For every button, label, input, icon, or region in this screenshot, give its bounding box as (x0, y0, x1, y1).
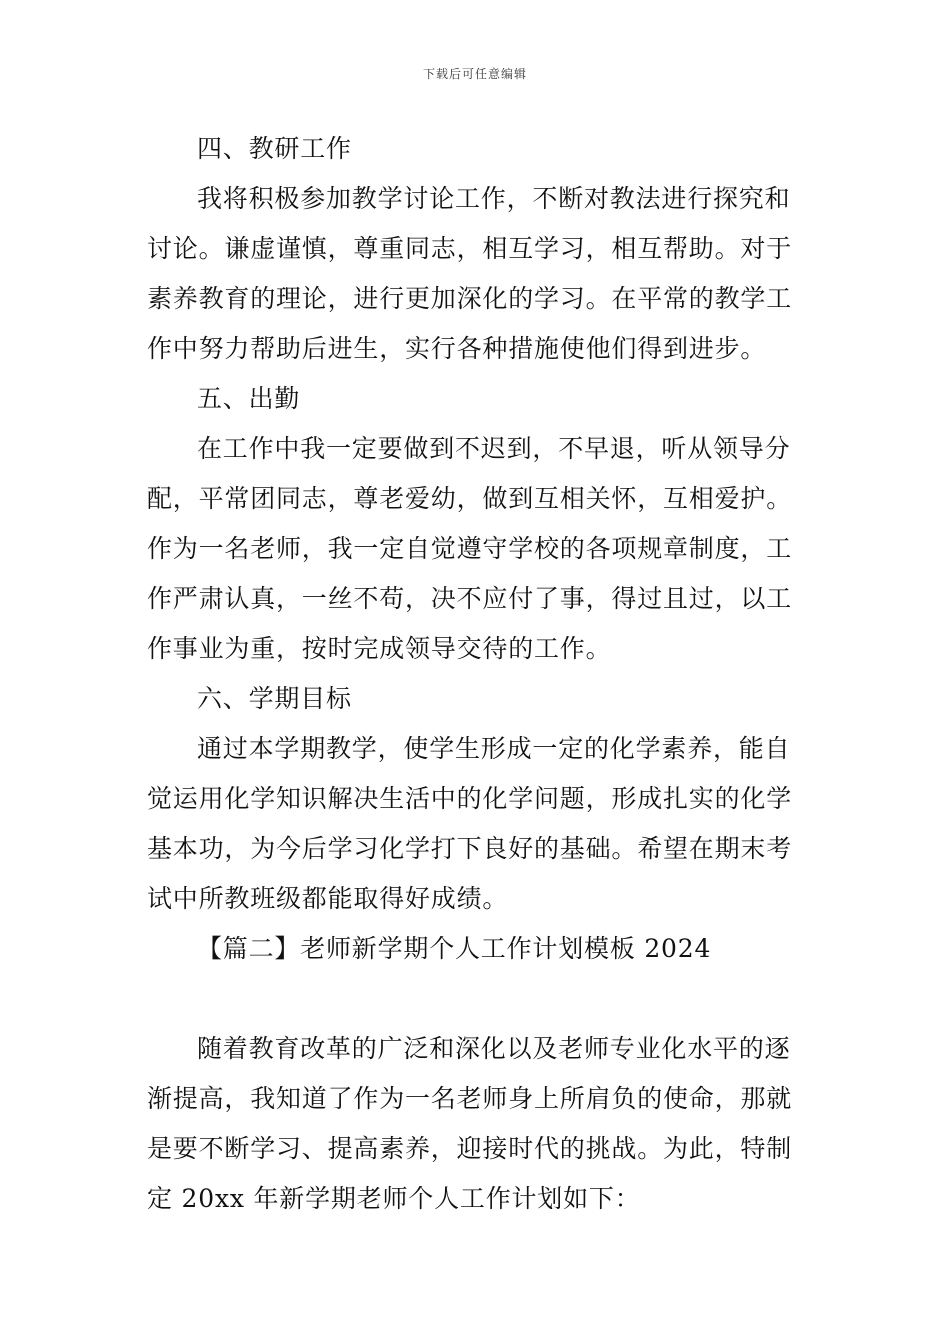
paragraph-line: 作严肃认真，一丝不苟，决不应付了事，得过且过，以工 (147, 584, 793, 613)
paragraph-line: 作中努力帮助后进生，实行各种措施使他们得到进步。 (147, 334, 767, 363)
section-heading-attendance: 五、出勤 (197, 384, 301, 413)
paragraph-line: 基本功，为今后学习化学打下良好的基础。希望在期末考 (147, 834, 793, 863)
blank-line (147, 974, 807, 1024)
paragraph-line: 是要不断学习、提高素养，迎接时代的挑战。为此，特制 (147, 1134, 793, 1163)
paragraph-line: 素养教育的理论，进行更加深化的学习。在平常的教学工 (147, 284, 793, 313)
paragraph-line: 在工作中我一定要做到不迟到，不早退，听从领导分 (197, 434, 791, 463)
section-title-part-two: 【篇二】老师新学期个人工作计划模板 2024 (197, 934, 712, 963)
paragraph-line: 随着教育改革的广泛和深化以及老师专业化水平的逐 (197, 1034, 791, 1063)
paragraph-line: 作事业为重，按时完成领导交待的工作。 (147, 634, 612, 663)
section-heading-semester-goals: 六、学期目标 (197, 684, 352, 713)
paragraph-line: 渐提高，我知道了作为一名老师身上所肩负的使命，那就 (147, 1084, 793, 1113)
paragraph-line: 作为一名老师，我一定自觉遵守学校的各项规章制度，工 (147, 534, 793, 563)
paragraph-line: 讨论。谦虚谨慎，尊重同志，相互学习，相互帮助。对于 (147, 234, 793, 263)
paragraph-line: 觉运用化学知识解决生活中的化学问题，形成扎实的化学 (147, 784, 793, 813)
document-body (147, 124, 807, 1224)
paragraph-line: 试中所教班级都能取得好成绩。 (147, 884, 509, 913)
page-header: 下载后可任意编辑 (422, 67, 527, 81)
section-heading-teaching-research: 四、教研工作 (197, 134, 352, 163)
paragraph-line: 定 20xx 年新学期老师个人工作计划如下： (147, 1184, 641, 1213)
paragraph-line: 配，平常团同志，尊老爱幼，做到互相关怀，互相爱护。 (147, 484, 793, 513)
paragraph-line: 通过本学期教学，使学生形成一定的化学素养，能自 (197, 734, 791, 763)
paragraph-line: 我将积极参加教学讨论工作，不断对教法进行探究和 (197, 184, 791, 213)
